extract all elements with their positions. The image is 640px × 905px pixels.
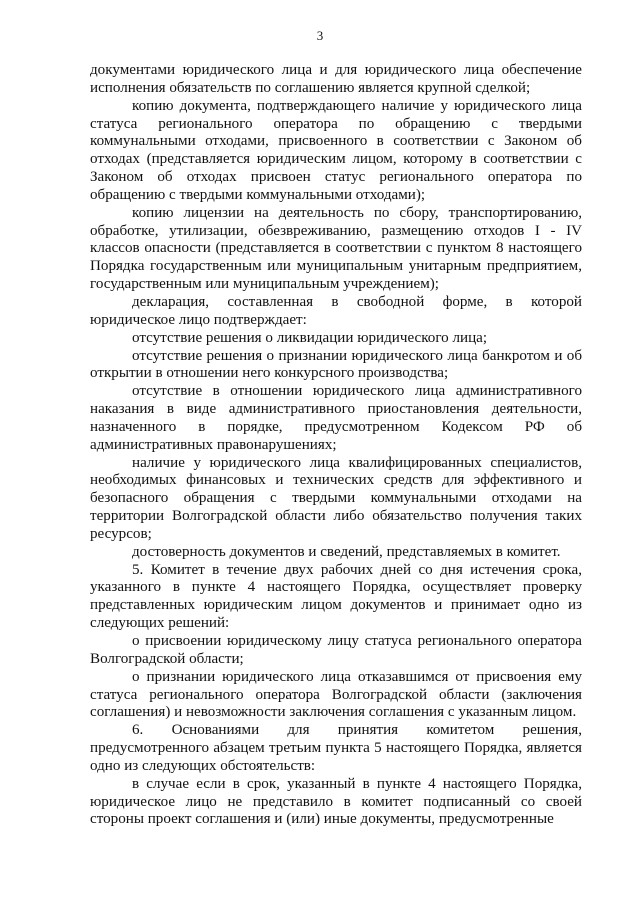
paragraph-operator-status-copy: копию документа, подтверждающего наличие у юридического лица статуса регионального оператора по обращению с твердыми коммунальными отходами, присвоенного в соответствии с Законом об отходах (представляется юридическим лицом, которому в соответствии с Законом об отходах присвоен статус регионального оператора по обращению с твердыми коммунальными отходами); [90, 97, 582, 203]
page-number: 3 [316, 28, 324, 43]
paragraph-continuation: документами юридического лица и для юридического лица обеспечение исполнения обязательств по соглашению является крупной сделкой; [90, 62, 582, 96]
paragraph-declaration: декларация, составленная в свободной форме, в которой юридическое лицо подтверждает: [90, 293, 582, 328]
paragraph-resources: наличие у юридического лица квалифицированных специалистов, необходимых финансовых и технических средств для эффективного и безопасного обращения с твердыми коммунальными отходами на территории Волгоградской области либо обязательство получения таких ресурсов; [90, 454, 582, 542]
paragraph-decision-assign: о присвоении юридическому лицу статуса регионального оператора Волгоградской области; [90, 633, 582, 667]
paragraph-circumstance: в случае если в срок, указанный в пункте 4 настоящего Порядка, юридическое лицо не представило в комитет подписанный со своей стороны проект соглашения и (или) иные документы, предусмотренные [90, 775, 582, 828]
paragraph-license-copy: копию лицензии на деятельность по сбору, транспортированию, обработке, утилизации, обезвреживанию, размещению отходов I - IV классов опасности (представляется в соответствии с пунктом 8 настоящего Порядка государственным или муниципальным унитарным предприятием, государственным или муниципальным учреждением); [90, 204, 582, 293]
paragraph-item-5: 5. Комитет в течение двух рабочих дней со дня истечения срока, указанного в пункте 4 настоящего Порядка, осуществляет проверку представленных юридическим лицом документов и принимает одно из следующих решений: [90, 561, 582, 632]
paragraph-no-liquidation: отсутствие решения о ликвидации юридического лица; [132, 329, 488, 346]
paragraph-no-bankruptcy: отсутствие решения о признании юридического лица банкротом и об открытии в отношении него конкурсного производства; [90, 347, 582, 382]
paragraph-authenticity: достоверность документов и сведений, представляемых в комитет. [132, 543, 561, 560]
paragraph-item-6: 6. Основаниями для принятия комитетом решения, предусмотренного абзацем третьим пункта 5 настоящего Порядка, является одно из следующих обстоятельств: [90, 722, 582, 774]
document-body [90, 62, 582, 829]
paragraph-no-suspension: отсутствие в отношении юридического лица административного наказания в виде административного приостановления деятельности, назначенного в порядке, предусмотренном Кодексом РФ об административных правонарушениях; [90, 383, 582, 453]
paragraph-decision-refusal: о признании юридического лица отказавшимся от присвоения ему статуса регионального оператора Волгоградской области (заключения соглашения) и невозможности заключения соглашения с указанным лицом. [90, 668, 582, 721]
